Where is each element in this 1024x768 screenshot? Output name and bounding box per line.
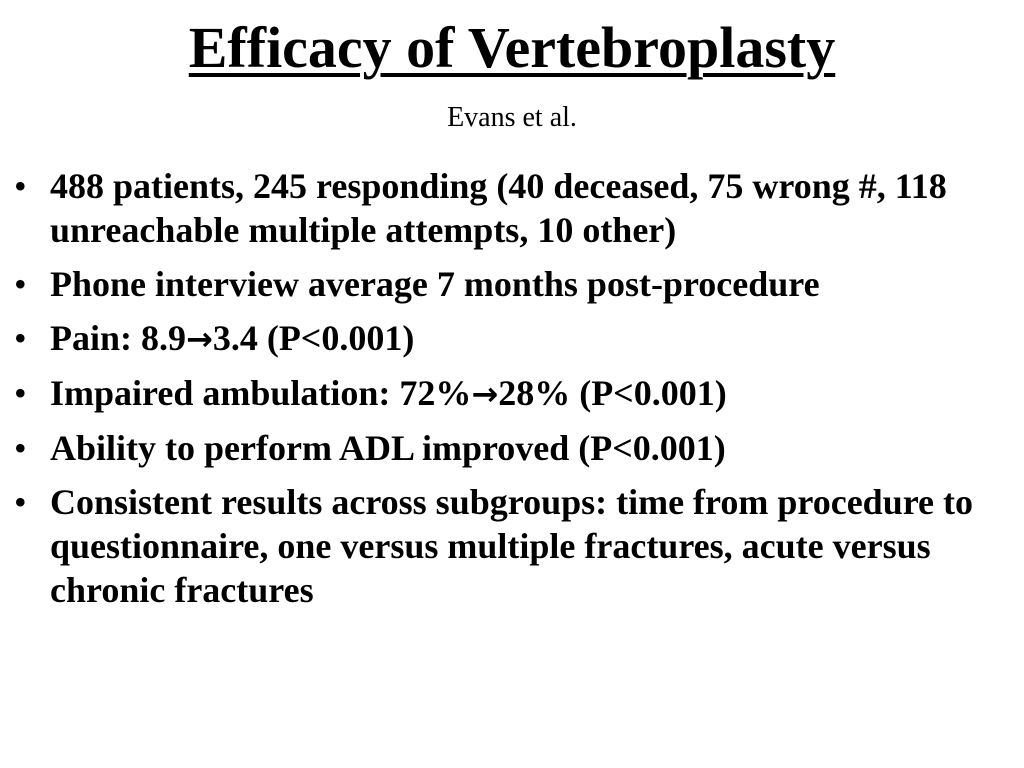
bullet-item [14, 480, 1004, 612]
bullet-item [14, 164, 1004, 252]
bullet-item [14, 316, 1004, 361]
bullet-item [14, 371, 1004, 416]
bullet-icon: • [14, 373, 27, 413]
bullet-text-suffix: 28% [498, 373, 571, 413]
bullet-list [14, 164, 1004, 622]
bullet-text: 488 patients, 245 responding (40 deceased, 75 wrong #, 118 unreachable multiple attempts, 10 other) [50, 166, 947, 250]
bullet-text: Consistent results across subgroups: time from procedure to questionnaire, one versus multiple fractures, acute versus chronic fractures [50, 482, 974, 610]
bullet-icon: • [14, 264, 27, 304]
bullet-icon: • [14, 428, 27, 468]
slide-title: Efficacy of Vertebroplasty [188, 15, 836, 80]
bullet-text-prefix: Pain: 8.9 [50, 318, 187, 358]
bullet-text-prefix: Impaired ambulation: 72% [50, 373, 472, 413]
bullet-text-suffix: 3.4 (P<0.001) [212, 318, 415, 358]
slide-subtitle: Evans et al. [447, 102, 577, 133]
bullet-item [14, 426, 1004, 470]
bullet-text-tail: (P<0.001) [570, 373, 727, 413]
bullet-text: Phone interview average 7 months post-procedure [50, 264, 820, 304]
arrow-right-icon: → [186, 320, 213, 358]
bullet-icon: • [14, 166, 27, 206]
bullet-text: Ability to perform ADL improved (P<0.001) [50, 428, 726, 468]
bullet-icon: • [14, 482, 27, 522]
bullet-icon: • [14, 318, 27, 358]
bullet-item [14, 262, 1004, 306]
arrow-right-icon: → [471, 375, 499, 413]
